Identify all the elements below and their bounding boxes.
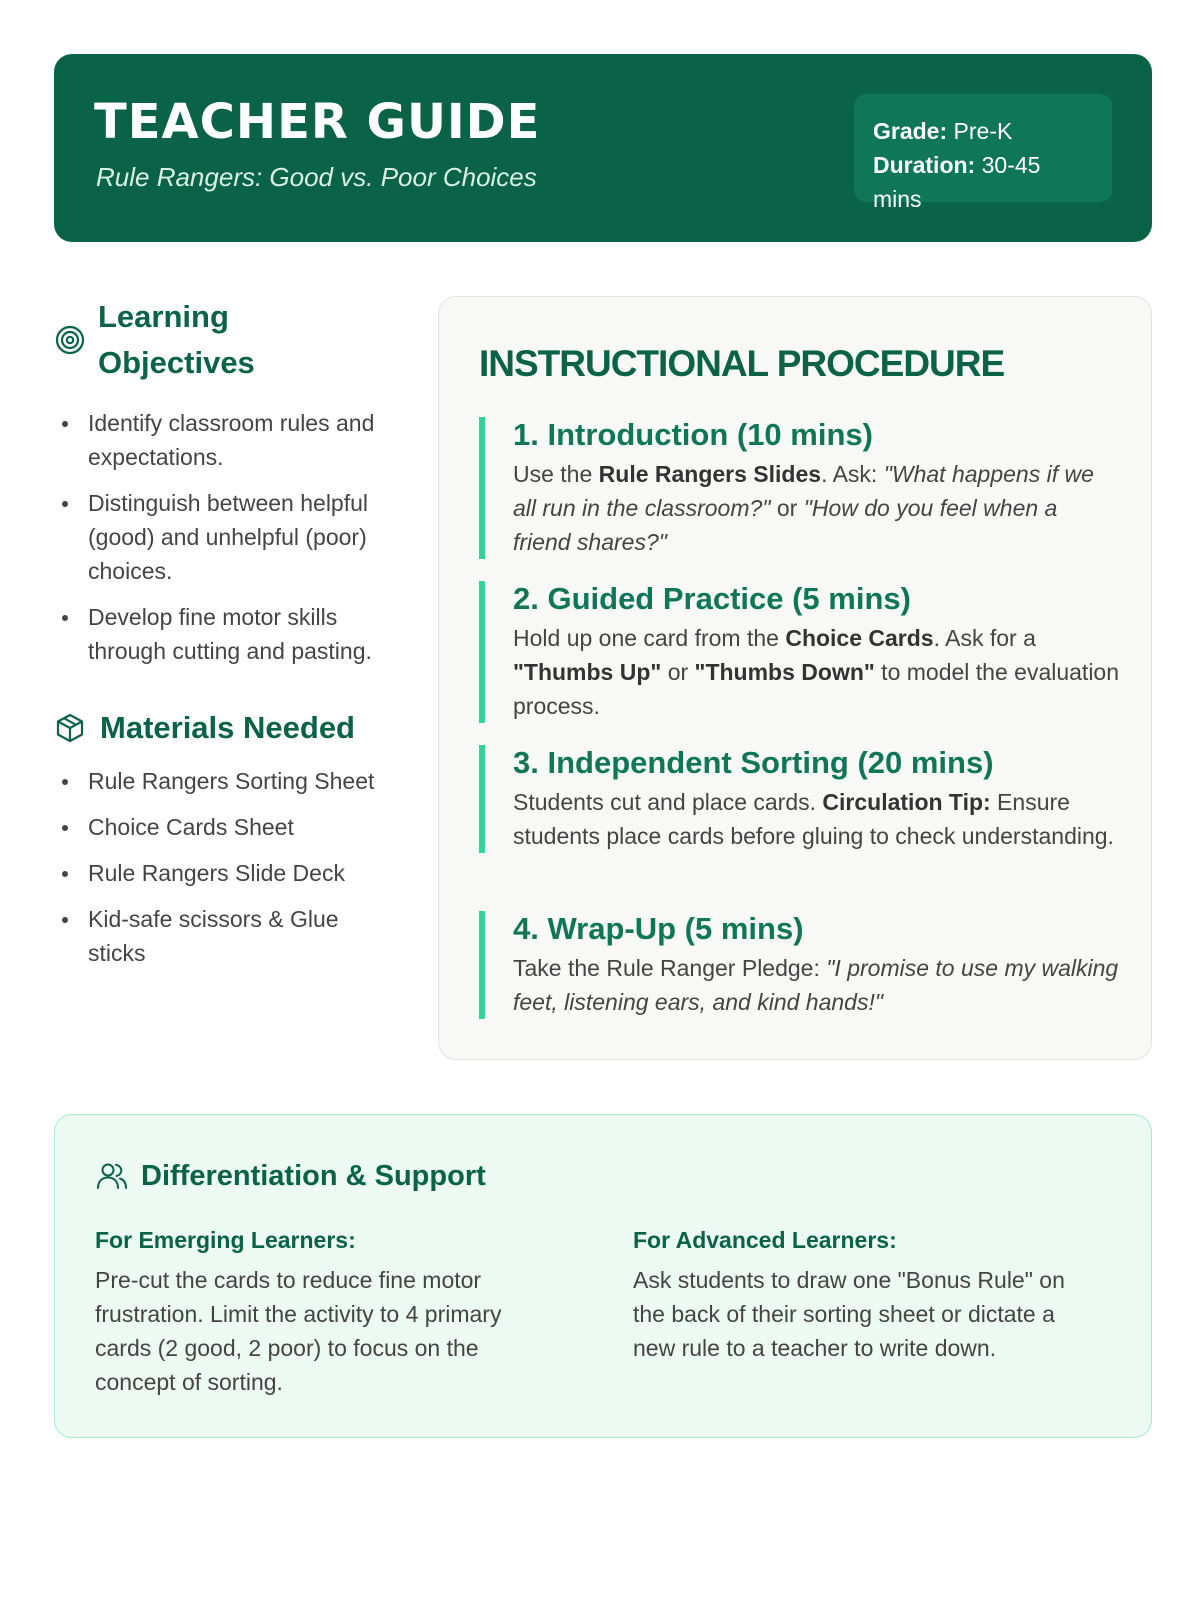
list-item: Rule Rangers Sorting Sheet [54, 764, 394, 798]
procedure-step-3 [479, 745, 1119, 853]
emerging-title: For Emerging Learners: [95, 1227, 356, 1253]
duration-line [873, 148, 1094, 216]
materials-heading-text: Materials Needed [100, 710, 355, 745]
step-text: to model the evaluation process. [513, 659, 1120, 719]
step-text: Use the [513, 461, 599, 487]
step-text: Take the Rule Ranger Pledge: [513, 955, 827, 981]
differentiation-panel [54, 1114, 1152, 1438]
procedure-step-4 [479, 911, 1119, 1019]
step-title: 2. Guided Practice (5 mins) [513, 581, 911, 616]
step-bold: "Thumbs Down" [694, 659, 875, 685]
procedure-step-1 [479, 417, 1119, 559]
left-column [54, 294, 394, 966]
step-body [513, 457, 1119, 559]
step-text: Hold up one card from the [513, 625, 786, 651]
step-bold: Rule Rangers Slides [598, 461, 822, 487]
objectives-heading [54, 294, 394, 386]
step-text: or [770, 495, 804, 521]
step-body [513, 785, 1119, 853]
differentiation-heading-text: Differentiation & Support [141, 1159, 486, 1192]
lesson-meta [854, 94, 1112, 212]
duration-value: 30-45 mins [873, 152, 1041, 212]
step-bold: Circulation Tip: [822, 789, 991, 815]
objectives-list [54, 406, 394, 680]
procedure-step-2 [479, 581, 1119, 723]
step-body [513, 621, 1119, 723]
step-text: Ensure students place cards before gluing to check understanding. [513, 789, 1114, 849]
advanced-text: Ask students to draw one "Bonus Rule" on the back of their sorting sheet or dictate a new rule to a teacher to write down. [633, 1267, 1065, 1361]
step-quote: "How do you feel when a friend shares?" [513, 495, 1058, 555]
step-title: 4. Wrap-Up (5 mins) [513, 911, 804, 946]
step-text: or [661, 659, 695, 685]
list-item: Distinguish between helpful (good) and unhelpful (poor) choices. [54, 486, 394, 588]
step-text: . Ask for a [933, 625, 1036, 651]
objectives-heading-text: Learning Objectives [98, 299, 255, 380]
list-item: Identify classroom rules and expectations. [54, 406, 394, 474]
list-item: Kid-safe scissors & Glue sticks [54, 902, 394, 970]
emerging-text: Pre-cut the cards to reduce fine motor frustration. Limit the activity to 4 primary cards (2 good, 2 poor) to focus on the concept of sorting. [95, 1267, 502, 1395]
step-body [513, 951, 1119, 1019]
procedure-panel [438, 296, 1152, 1060]
procedure-heading: INSTRUCTIONAL PROCEDURE [479, 343, 1005, 384]
list-item: Develop fine motor skills through cutting and pasting. [54, 600, 394, 668]
duration-label: Duration: [873, 152, 976, 178]
advanced-title: For Advanced Learners: [633, 1227, 897, 1253]
grade-line [873, 114, 1094, 148]
step-title: 1. Introduction (10 mins) [513, 417, 873, 452]
grade-label: Grade: [873, 118, 948, 144]
step-text: Students cut and place cards. [513, 789, 823, 815]
emerging-learners [95, 1225, 535, 1399]
materials-list [54, 764, 394, 982]
list-item: Choice Cards Sheet [54, 810, 394, 844]
box-icon [54, 712, 86, 744]
page-subtitle: Rule Rangers: Good vs. Poor Choices [96, 162, 537, 192]
step-bold: Choice Cards [785, 625, 934, 651]
step-bold: "Thumbs Up" [513, 659, 662, 685]
list-item: Rule Rangers Slide Deck [54, 856, 394, 890]
step-text: . Ask: [821, 461, 884, 487]
differentiation-heading [95, 1159, 486, 1193]
materials-heading [54, 708, 355, 748]
guide-header [54, 54, 1152, 242]
step-quote: "What happens if we all run in the classroom?" [513, 461, 1094, 521]
grade-value: Pre-K [947, 118, 1013, 144]
target-icon [54, 324, 86, 356]
page-title: TEACHER GUIDE [94, 94, 541, 150]
advanced-learners [633, 1225, 1073, 1365]
step-title: 3. Independent Sorting (20 mins) [513, 745, 994, 780]
users-icon [95, 1159, 129, 1193]
step-quote: "I promise to use my walking feet, listening ears, and kind hands!" [513, 955, 1119, 1015]
